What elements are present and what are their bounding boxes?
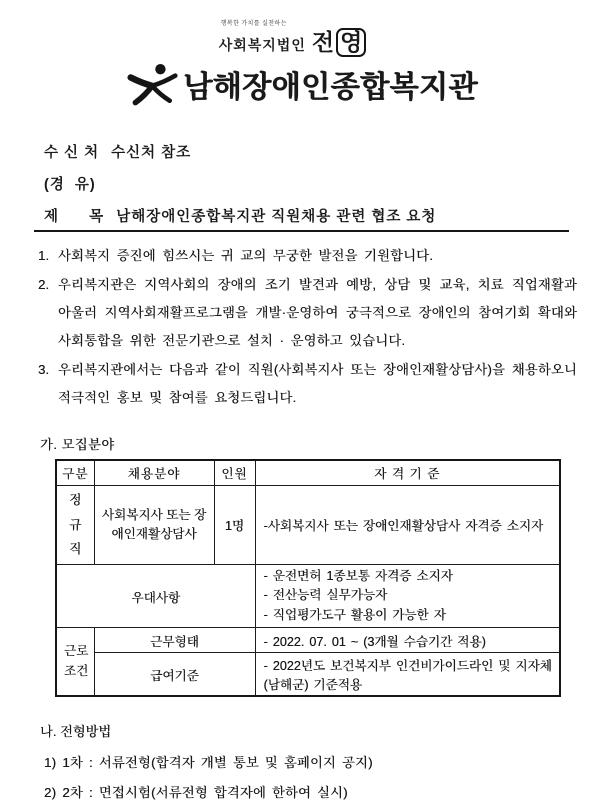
- center-name: 남해장애인종합복지관: [183, 71, 478, 104]
- cell-pay-value: - 2022년도 보건복지부 인건비가이드라인 및 지자체(남해군) 기준적용: [255, 653, 560, 697]
- cell-work-type-label: 근무형태: [94, 628, 255, 653]
- document-body: [38, 242, 577, 412]
- preference-item: - 전산능력 실무가능자: [263, 588, 388, 603]
- section-b: [40, 721, 605, 804]
- table-row-pay: [56, 653, 560, 697]
- cell-work-type-value: - 2022. 07. 01 ~ (3개월 수습기간 적용): [255, 628, 560, 653]
- preference-item: - 운전면허 1종보통 자격증 소지자: [263, 568, 453, 583]
- paragraph-3: [38, 356, 577, 412]
- table-row-preference: [56, 564, 560, 628]
- preference-item: - 직업평가도구 활용이 가능한 자: [263, 607, 446, 622]
- table-header-row: [56, 460, 560, 486]
- paragraph-2: [38, 271, 577, 355]
- recipient-label: 수 신 처: [44, 145, 100, 161]
- col-header-field: 채용분야: [94, 460, 214, 486]
- subject-label: 제 목: [44, 209, 105, 225]
- paragraph-1: [38, 242, 577, 270]
- section-a-title: 가. 모집분야: [40, 436, 115, 452]
- cell-pay-label: 급여기준: [94, 653, 255, 697]
- via-label: (경 유): [44, 177, 96, 193]
- cell-gubun-conditions: 근로조건: [56, 628, 94, 697]
- table-row-work-type: [56, 628, 560, 653]
- paragraph-3-text: 우리복지관에서는 다음과 같이 직원(사회복지사 또는 장애인재활상담사)을 채용하오니 적극적인 홍보 및 참여를 요청드립니다.: [58, 361, 577, 405]
- col-header-criteria: 자 격 기 준: [255, 460, 560, 486]
- logo-tagline: 행복한 가치를 실천하는: [220, 21, 287, 27]
- subject-value: 남해장애인종합복지관 직원채용 관련 협조 요청: [116, 209, 437, 225]
- foundation-name-second: 영: [336, 28, 366, 57]
- foundation-name-first: 전: [311, 29, 335, 55]
- cell-criteria-regular: -사회복지사 또는 장애인재활상담사 자격증 소지자: [255, 485, 560, 564]
- paragraph-2-number: 2.: [38, 276, 49, 292]
- person-star-icon: [127, 61, 179, 107]
- subject-line: [44, 205, 575, 226]
- foundation-name: [312, 28, 366, 57]
- recipient-line: [44, 141, 575, 162]
- cell-field-regular: 사회복지사 또는 장애인재활상담사: [94, 485, 214, 564]
- cell-gubun-regular: 정규직: [56, 485, 94, 564]
- paragraph-3-number: 3.: [38, 361, 49, 377]
- header-divider: [34, 230, 569, 232]
- cell-preference-criteria: [255, 564, 560, 628]
- document-header: [44, 141, 575, 226]
- via-line: [44, 173, 575, 194]
- cell-count-regular: 1명: [214, 485, 255, 564]
- table-row-regular: [56, 485, 560, 564]
- paragraph-1-text: 사회복지 증진에 힘쓰시는 귀 교의 무궁한 발전을 기원합니다.: [58, 248, 434, 263]
- logo-foundation-line: [0, 18, 595, 57]
- col-header-gubun: 구분: [56, 460, 94, 486]
- foundation-type: 사회복지법인: [218, 37, 306, 53]
- method-item-1: 1) 1차 : 서류전형(합격자 개별 통보 및 홈페이지 공지): [44, 754, 373, 770]
- cell-preference-label: 우대사항: [56, 564, 255, 628]
- recruitment-table: [55, 459, 561, 698]
- paragraph-2-text: 우리복지관은 지역사회의 장애의 조기 발견과 예방, 상담 및 교육, 치료 직업재활과 아울러 지역사회재활프로그램을 개발·운영하여 궁극적으로 장애인의 참여기회 확대와 사회통합을 위한 전문기관으로 설치 · 운영하고 있습니다.: [58, 276, 577, 348]
- recipient-value: 수신처 참조: [111, 145, 192, 161]
- logo-block: [0, 0, 605, 107]
- paragraph-1-number: 1.: [38, 248, 49, 263]
- method-item-2: 2) 2차 : 면접시험(서류전형 합격자에 한하여 실시): [44, 785, 348, 801]
- col-header-count: 인원: [214, 460, 255, 486]
- section-b-title: 나. 전형방법: [40, 724, 112, 740]
